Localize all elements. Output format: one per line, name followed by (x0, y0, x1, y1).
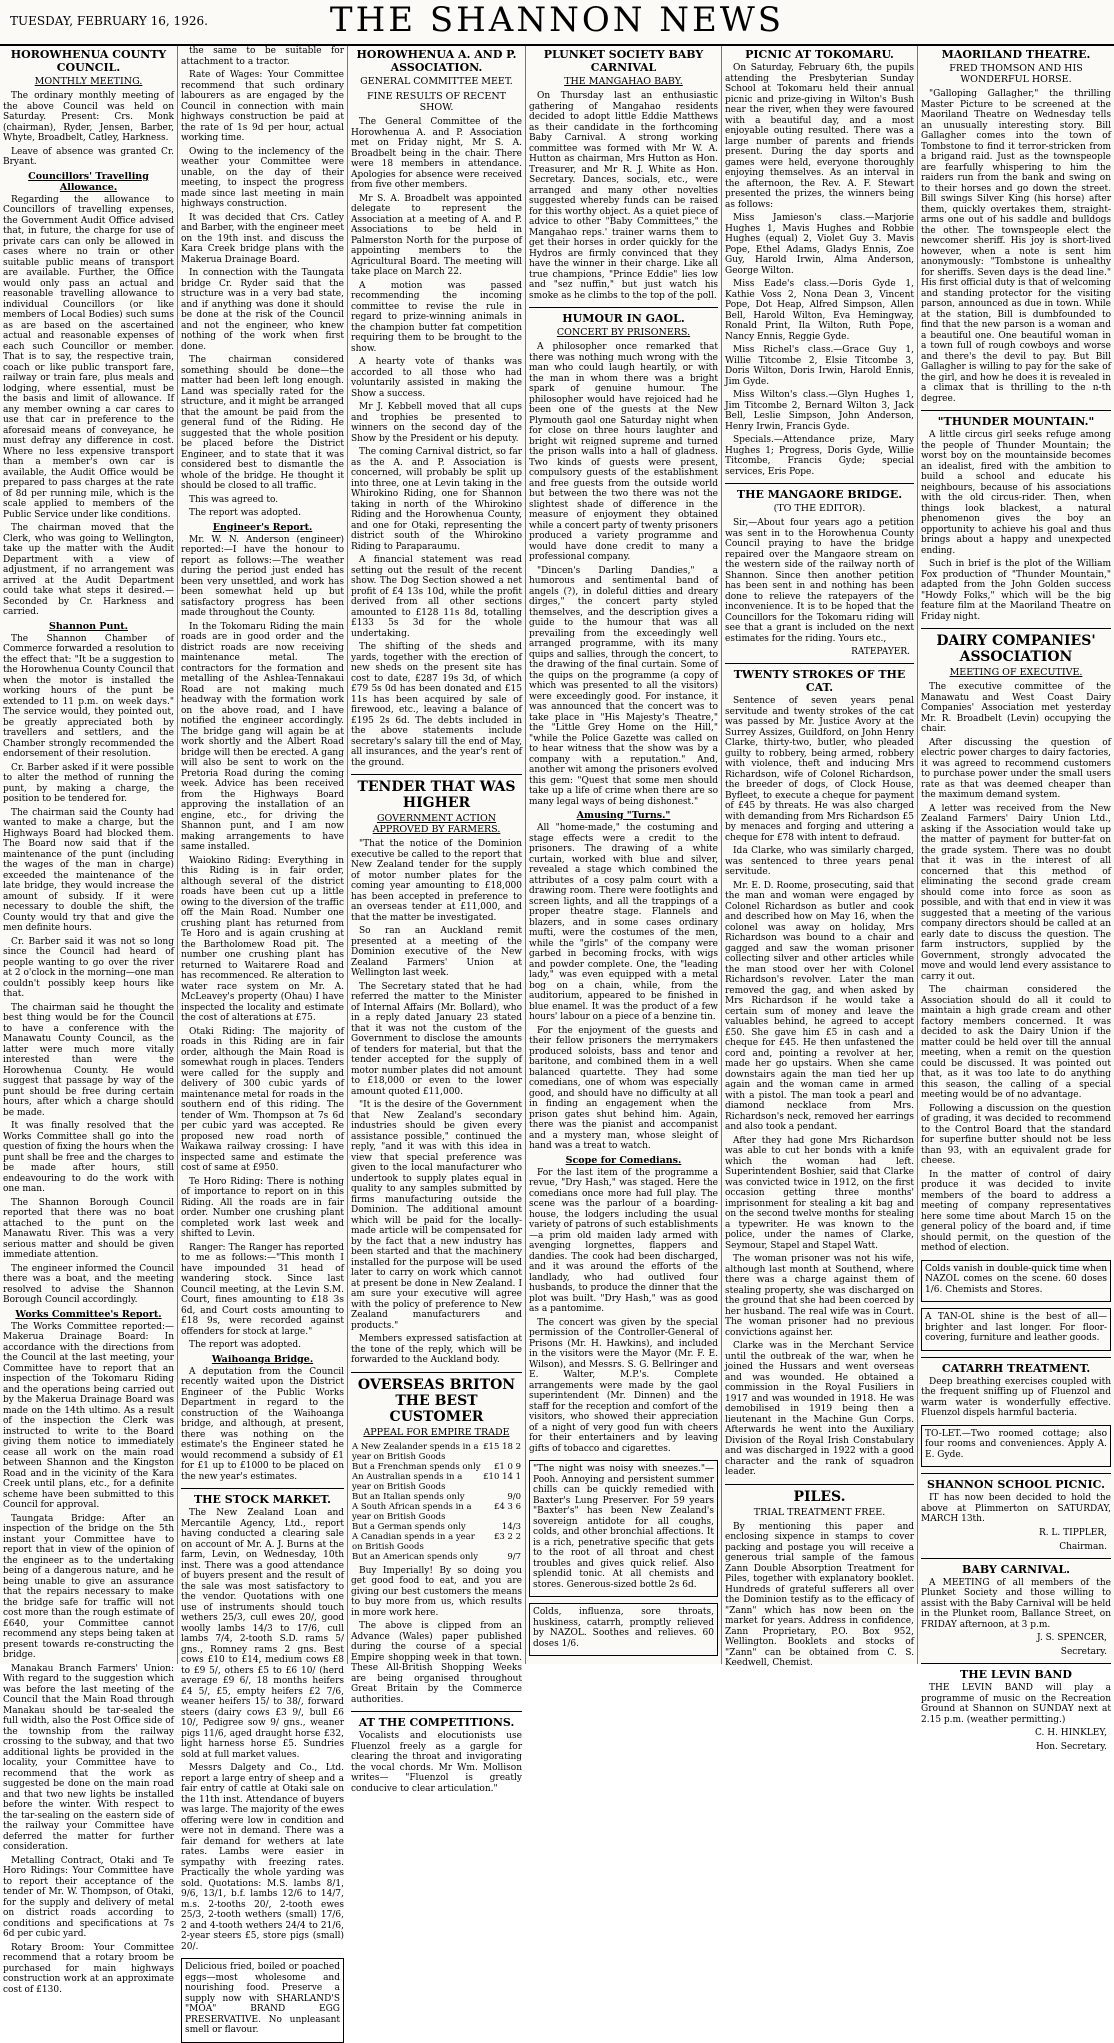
section-heading: Works Committee's Report. (15, 1308, 162, 1320)
paragraph: A letter was received from the New Zealand Farmers' Dairy Union Ltd., asking if the Association would take up the matter of payment for butter-fat on the grade system. There was no doubt that it was in the interest of all concerned that this method of eliminating the second grade cream should come into force as soon as possible, and with that end in view it was suggested that a meeting of the various company directors should be called at an early date to discuss the question. The farm instructors, supplied by the Government, strongly advocated the move and would lend every assistance to carry it out. (921, 803, 1111, 982)
paragraph: Miss Wilton's class.—Glyn Hughes 1, Jim Titcombe 2, Bernard Wilton 3, Jack Bell, Leslie Simpson, John Anderson, Henry Irwin, Francis Gyde. (725, 390, 914, 432)
article-body (181, 1508, 344, 1952)
paragraph: This was agreed to. (189, 494, 279, 505)
spend-label: A South African spends in a year on British Goods (352, 1501, 472, 1522)
spend-label: But a German spends only (352, 1521, 466, 1532)
spend-label: An Australian spends in a year on British Goods (352, 1471, 463, 1492)
article-heading: TENDER THAT WAS HIGHER (351, 774, 522, 811)
paragraph: Cr. Barber asked if it were possible to alter the method of running the punt, by making a charge, the position to be tendered for. (3, 762, 174, 804)
article-body (181, 46, 344, 519)
paragraph: After they had gone Mrs Richardson was able to cut her bonds with a knife which the woman had left. Superintendent Boshier, said that Clarke was convicted twice in 1912, on the first occasion getting three months' imprisonment for stealing a kit bag and on the second twelve months for stealing a typewriter. He was known to the police, under the names of Clarke, Seymour, Stapel and Stapel Watt. (725, 1135, 914, 1251)
article-heading: HUMOUR IN GAOL. (529, 307, 718, 325)
signature-name: J. S. SPENCER, (1037, 1633, 1107, 1643)
paragraph: The shifting of the sheds and yards, together with the erection of new sheds on the present site has cost to date, £287 19s 3d, of which £79 5s 0d has been donated and £15 11s has been acquired by sale of firewood, etc., leaving a balance of £195 2s 6d. The debts included in the above statements include secretary's salary till the end of May, all insurances, and the year's rent of the ground. (351, 642, 522, 768)
paragraph: "Galloping Gallagher," the thrilling Master Picture to be screened at the Maoriland Theatre on Wednesday tells an unusually interesting story. Bill Gallagher comes into the town of Tombstone to find it terror-stricken from a brigand raid. Just as the townspeople are fearfully whispering to him the raiders run from the bank and swing on to their horses and go down the street. Bill swings Silver King (his horse) after them, quickly overtakes them, straight-arms one out of his saddle and bulldogs the other. The townspeople elect the newcomer sheriff. His joy is short-lived however, when a note is sent him anonymously: "Tombstone is unhealthy for sheriffs. Seven days is the dead line." His first official duty is that of welcoming and standing protector for the visiting parson, announced as due in town. While at the station, Bill is dumbfounded to find that the new parson is a woman and a beautiful one. One beautiful woman in a town full of rough cowboys and worse and there's the devil to pay. But Bill Gallagher is willing to pay for the sake of the girl, and how he does it is revealed in a climax that is thrilling to the n-th degree. (921, 89, 1111, 404)
column-5 (722, 46, 918, 1668)
paragraph: Deep breathing exercises coupled with the frequent sniffing up of Fluenzol and warm water is wonderfully effective. Fluenzol dispels harmful bacteria. (921, 1376, 1111, 1418)
article-body (529, 91, 718, 301)
section-heading: Engineer's Report. (212, 521, 313, 533)
signature-title: Secretary. (1060, 1647, 1107, 1657)
paragraph: THE LEVIN BAND will play a programme of music on the Recreation Ground at Shannon on SUNDAY next at 2.15 p.m. (weather permitting.) (921, 1683, 1111, 1725)
article-heading: TWENTY STROKES OF THE CAT. (725, 663, 914, 694)
paragraph: Owing to the inclemency of the weather your Committee were unable, on the day of their meeting, to inspect the progress made since last meeting in main highways construction. (181, 146, 344, 209)
table-row (351, 1472, 522, 1492)
paragraph: The coming Carnival district, so far as the A. and P. Association is concerned, will probably be split up into three, one at Levin taking in the Whirokino Riding, one for Shannon taking in north of the Whirokino Riding and the Horowhenua County, and one for Otaki, representing the district south of the Whirokino Riding to Paraparaumu. (351, 447, 522, 552)
paragraph: The executive committee of the Manawatu and West Coast Dairy Companies' Association met yesterday Mr. R. Broadbelt (Levin) occupying the chair. (921, 682, 1111, 734)
article-body (725, 518, 914, 644)
spend-amount: £15 18 2 (483, 1441, 521, 1452)
paragraph: Cr. Barber said it was not so long since the Council had heard of people wanting to go over the river at 2 o'clock in the morning—one man couldn't possibly keep hours like that. (3, 936, 174, 999)
paragraph: The concert was given by the special permission of the Controller-General of Prisons (Mr. H. Hawkins), and included in the visitors were the Mayor (Mr. F. E. Wilson), and Messrs. S. G. Bellringer and E. Walter, M.P.'s. Complete arrangements were made by the gaol superintendent (Mr. Dinnen) and the staff for the reception and comfort of the visitors, who showed their appreciation of a night of very good fun with cheers for their entertainers and by leaving gifts of tobacco and cigarettes. (529, 1317, 718, 1454)
signature-name: R. L. TIPPLER, (1038, 1527, 1107, 1538)
paragraph: For the last item of the programme a revue, "Dry Hash," was staged. Here the comedians once more had full play. The scene was the parlour of a boarding-house, the lodgers including the usual variety of patrons of such establishments—a prim old maiden lady armed with avenging lorgnettes, flappers and dandies. The cook had been discharged, and it was around the efforts of the landlady, who had outlived four husbands, to produce the dinner that the plot was built. "Dry Hash," was as good as a pantomime. (529, 1167, 718, 1314)
article-subheading: FRED THOMSON AND HIS WONDERFUL HORSE. (949, 63, 1083, 85)
signature-name: C. H. HINKLEY, (1034, 1728, 1107, 1738)
table-row (351, 1532, 522, 1552)
paragraph: On Thursday last an enthusiastic gathering of Mangahao residents decided to adopt little Eddie Matthews as their candidate in the forthcoming Baby Carnival. A strong working committee was formed with Mr W. A. Hutton as chairman, Mrs Hutton as Hon. Treasurer, and Mr R. J. White as Hon. Secretary. Dances, socials, etc., were arranged and many other novelties suggested whereby funds can be raised for this worthy object. As a quiet piece of advice to other "Baby Committees," the Mangahao reps.' trainer warns them to get their horses in order quickly for the Hydros are firmly convinced that they have the winner in their charge. Like all true champions, "Prince Eddie" lies low and "sez nuffin," but just watch his smoke as he climbs to the top of the poll. (529, 91, 718, 301)
paragraph: Mr S. A. Broadbelt was appointed delegate to represent the Association at a meeting of A. and P. Associations to be held in Palmerston North for the purpose of appointing members to the Agricultural Board. The meeting will take place on March 22. (351, 193, 522, 277)
article-body (3, 91, 174, 168)
article-subheading: GENERAL COMMITTEE MEET. (360, 76, 513, 87)
signature-title: Chairman. (1059, 1541, 1107, 1552)
paragraph: Messrs Dalgety and Co., Ltd. report a large entry of sheep and a fair entry of cattle at Otaki sale on the 11th inst. Attendance of buyers was large. The majority of the ewes offering were low in condition and were not in demand. There was a fair demand for wethers at late rates. Lambs were easier in sympathy with freezing rates. Practically the whole yarding was sold. Quotations: M.S. lambs 8/1, 9/6, 13/1, b.f. lambs 12/6 to 14/7, m.s. 2-tooths 20/, 2-tooth ewes 25/3, 2-tooth wethers (small) 17/6, 2 and 4-tooth wethers 24/4 to 21/6, 2-year steers £5, store pigs (small) 20/. (181, 1763, 344, 1952)
paragraph: Specials.—Attendance prize, Mary Hughes 1; Progress, Doris Gyde, Willie Titcombe, Francis Gyde; special services, Eris Pope. (725, 435, 914, 477)
advertisement (921, 1260, 1111, 1303)
paragraph: Rate of Wages: Your Committee recommend that such ordinary labourers as are engaged by the Council in connection with main highways construction be paid at the rate of 1s 9d per hour, actual working time. (181, 70, 344, 143)
notice-heading: SHANNON SCHOOL PICNIC. (921, 1473, 1111, 1491)
paragraph: It was decided that Crs. Catley and Barber, with the engineer meet on the 19th inst. and discuss the Kara Creek bridge plans with the Makerua Drainage Board. (181, 212, 344, 265)
article-subheading: FINE RESULTS OF RECENT SHOW. (367, 91, 506, 113)
spend-amount: 9/7 (507, 1551, 521, 1562)
paragraph: The ordinary monthly meeting of the above Council was held on Saturday. Present: Crs. Monk (chairman), Ryder, Jensen, Barber, Whyte, Broadbelt, Catley, Harkness. (3, 91, 174, 143)
ad-text: "The night was noisy with sneezes."—Pooh. Annoying and persistent summer chills can be quickly remedied with Baxter's Lung Preserver. For 59 years "Baxter's" has been New Zealand's sovereign antidote for all coughs, colds, and other bronchial affections. It is a rich, penetrative specific that gets to the root of all throat and chest troubles and gives quick relief. Also splendid tonic. At all chemists and stores. Generous-sized bottle 2s 6d. (533, 1464, 714, 1590)
paragraph: Miss Richel's class.—Grace Guy 1, Willie Titcombe 2, Elsie Titcombe 3, Doris Wilton, Doris Irwin, Harold Ennis, Jim Gyde. (725, 345, 914, 387)
paragraph: Sir,—About four years ago a petition was sent in to the Horowhenua County Council praying to have the bridge repaired over the Mangaore stream on the western side of the railway north of Shannon. Since then another petition has been sent in and nothing has been done to relieve the ratepayers of the inconvenience. It is to be hoped that the Councillors for the Tokomaru riding will see that a grant is included on the next estimates for the riding. Yours etc., (725, 518, 914, 644)
paragraph: Following a discussion on the question of grading, it was decided to recommend to the Control Board that the standard for superfine butter should not be less than 93, with an equivalent grade for cheese. (921, 1103, 1111, 1166)
article-subheading: THE MANGAHAO BABY. (564, 76, 683, 87)
advertisement (529, 1603, 718, 1656)
article-heading: "THUNDER MOUNTAIN." (921, 410, 1111, 428)
article-heading: HOROWHENUA A. AND P. ASSOCIATION. (356, 48, 517, 74)
spending-table (351, 1442, 522, 1562)
paragraph: For the enjoyment of the guests and their fellow prisoners the merrymakers produced soloists, bass and tenor and baritone, and combined them in a well balanced quartette. They had some comedians, one of whom was especially good, and should have no difficulty at all in finding an engagement when the prison gates shut behind him. Again, there was the pianist and accompanist and a mystery man, whose sleight of hand was a treat to watch. (529, 1025, 718, 1151)
paragraph: Manakau Branch Farmers' Union: With regard to the suggestion which was before the last meeting of the Council that the Main Road through Manakau should be tar-sealed the full width, also the Post Office side of the township from the railway crossing to the subway, and that two additional lights be provided in the locality, your Committee have to recommend that the work as suggested be done on the main road and that two new lights be installed before the winter. With respect to the tar-sealing on the eastern side of the railway your Committee have deferred the matter for further consideration. (3, 1663, 174, 1852)
table-row (351, 1552, 522, 1562)
advertisement (529, 1460, 718, 1597)
paragraph: The report was adopted. (189, 508, 301, 518)
notice-body (921, 1578, 1111, 1631)
article-heading: MAORILAND THEATRE. (941, 48, 1091, 61)
article-heading: THE STOCK MARKET. (181, 1488, 344, 1506)
spend-label: But a Frenchman spends only (352, 1461, 481, 1472)
section-heading: Councillors' Travelling Allowance. (28, 170, 149, 193)
paragraph: The Shannon Chamber of Commerce forwarded a resolution to the effect that: "It be a suggestion to the Horowhenua County Council that when the motor is installed the working hours of the punt be extended to 11 p.m. on week days." The service would, they pointed out, be greatly appreciated both by travellers and settlers, and the Chamber strongly recommended the endorsement of their resolution. (3, 633, 174, 759)
article-body (529, 1168, 718, 1455)
paragraph: Ida Clarke, who was similarly charged, was sentenced to three years penal servitude. (725, 846, 914, 877)
paragraph: The General Committee of the Horowhenua A. and P. Association met on Friday night, Mr S. A. Broadbelt being in the chair. There were 18 members in attendance. Apologies for absence were received from five other members. (351, 117, 522, 190)
article-body (351, 1731, 522, 1794)
article-subheading: (TO THE EDITOR). (773, 503, 866, 514)
article-heading: PLUNKET SOCIETY BABY CARNIVAL (543, 48, 704, 74)
table-row (351, 1462, 522, 1472)
paragraph: "That the notice of the Dominion executive be called to the report that New Zealand tender for the supply of motor number plates for the coming year amounting to £18,000 has been accepted in preference to an overseas tender at £11,000, and that the matter be investigated. (351, 839, 522, 923)
notice-heading: BABY CARNIVAL. (921, 1558, 1111, 1576)
section-heading: Shannon Punt. (49, 620, 128, 632)
article-heading: PILES. (725, 1484, 914, 1505)
paragraph: The New Zealand Loan and Mercantile Agency, Ltd., report having conducted a clearing sale on account of Mr. A. J. Burns at the farm, Levin, on Wednesday, 10th inst. There was a good attendance of buyers present and the result of the sale was most satisfactory to the vendor. Quotations with one use of instruments should touch wethers 25/3, cull ewes 20/, good woolly lambs 14/3 to 17/6, cull lambs 7/4, 2-tooth S.D. rams 5/ gns., Romney rams 2 gns. Best cows £10 to £14, medium cows £8 to £9 5/, others £5 to £6 10/ (herd average £9 6/, 18 months heifers £4 5/, £5, empty heifers £2 7/6, weaner heifers 15/ to 38/, forward steers (dairy cows £3 9/, bull £6 10/, Pedigree sow 9/ gns., weaner pigs 11/6, aged draught horse £32, light harness horse £5. Sundries sold at full market values. (181, 1508, 344, 1760)
paragraph: "It is the desire of the Government that New Zealand's secondary industries should be given every assistance possible," continued the reply, "and it was with this idea in view that special preference was given to the local manufacturer who undertook to supply plates equal in quality to any samples submitted by firms manufacturing outside the Dominion. The additional amount which will be paid for the locally-made article will be compensated for by the fact that a new industry has been started and that the machinery installed for the purpose will be used later to carry on work which cannot at present be done in New Zealand. I am sure your executive will agree with the policy of preference to New Zealand manufacturers and products." (351, 1100, 522, 1331)
article-heading: AT THE COMPETITIONS. (351, 1711, 522, 1729)
paragraph: A motion was passed recommending the incoming committee to revise the rule in regard to prize-winning animals in the champion butter fat competition requiring them to be brought to the show. (351, 280, 522, 354)
table-row (351, 1442, 522, 1462)
paragraph: The woman prisoner was not his wife, although last month at Southend, where there was a charge against them of stealing property, she was discharged on the ground that she had been coerced by her husband. The real wife was in Court. The woman prisoner had no previous convictions against her. (725, 1254, 914, 1338)
paragraph: Mr J. Kebbell moved that all cups and trophies be presented to winners on the second day of the Show by the President or his deputy. (351, 402, 522, 444)
paragraph: A deputation from the Council recently waited upon the District Engineer of the Public Works Department in regard to the construction of the Waihoanga bridge, and although, at present, there was nothing on the estimate's the Engineer stated he would recommend a subsidy of £1 for £1 up to £1000 to be placed on the new year's estimates. (181, 1366, 344, 1482)
article-body (921, 682, 1111, 1254)
article-body (3, 1322, 174, 1996)
section-heading: Waihoanga Bridge. (211, 1353, 314, 1365)
ad-text: Colds vanish in double-quick time when NAZOL comes on the scene. 60 doses 1/6. Chemists and Stores. (925, 1263, 1107, 1295)
article-subheading: MEETING OF EXECUTIVE. (949, 667, 1083, 678)
paragraph: Mr. E. D. Roome, prosecuting, said that the man and woman were engaged by Colonel Richardson as butler and cook and described how on May 16, when the colonel was away on holiday, Mrs Richardson was bound to a chair and gagged and saw the woman prisoner collecting silver and other articles while the man stood over her with Colonel Richardson's revolver. Later the man removed the gag, and when asked by Mrs Richardson if he would take a certain sum of money and leave the valuables behind, he agreed to accept £50. She gave him £5 in cash and a cheque for £45. He then unfastened the cord and, pointing a revolver at her, made her go upstairs. When she came downstairs again the man tied her up again and the woman came in armed with a pistol. The man took a pearl and diamond necklace from Mrs. Richardson's neck, removed her earrings and also took a pendant. (725, 880, 914, 1132)
spend-amount: £1 0 9 (493, 1461, 521, 1472)
article-body (921, 89, 1111, 404)
article-heading: THE MANGAORE BRIDGE. (725, 483, 914, 501)
ad-text: Colds, influenza, sore throats, huskiness, catarrh, promptly relieved by NAZOL. Soothes and relieves. 60 doses 1/6. (533, 1607, 714, 1649)
paragraph: The chairman said he thought the best thing would be for the Council to have a conference with the Manawatu County Council, as the latter were much more vitally interested than were the Horowhenua County. He would suggest that passage by way of the punt should be free during certain hours, after which a charge should be made. (3, 1002, 174, 1118)
paper-title: THE SHANNON NEWS (329, 0, 785, 40)
paragraph: Taungata Bridge: After an inspection of the bridge on the 5th instant your Committee have to report that in view of the opinion of the engineer as to the undertaking being of a dangerous nature, and he being unable to give an assurance that the repairs necessary to make the bridge safe for traffic will not cost more than the rough estimate of £640, your Committee cannot recommend any steps being taken at present towards re-constructing the bridge. (3, 1513, 174, 1660)
paragraph: Te Horo Riding: There is nothing of importance to report on in this Riding. All the roads are in fair order. Number one crushing plant completed work last week and shifted to Levin. (181, 1176, 344, 1239)
paragraph: Waiokino Riding: Everything in this Riding is in fair order, although several of the district roads have been cut up a little owing to the diversion of the traffic off the Main Road. Number one crushing plant has returned from Te Horo and is again crushing at the Bartholomew Road pit. The number one crushing plant has returned to Waitarere Road and has recommenced. Re alteration to water race system on Mr. A. McLeavey's property (Ohau) I have inspected the locality and estimate the cost of alterations at £75. (181, 855, 344, 1023)
paragraph: The Shannon Borough Council reported that there was no boat attached to the punt on the Manawatu River. This was a very serious matter and should be given immediate attention. (3, 1197, 174, 1260)
paragraph: Members expressed satisfaction at the tone of the reply, which will be forwarded to the Auckland body. (351, 1334, 522, 1365)
paragraph: Mr. W. N. Anderson (engineer) reported:—I have the honour to report as follows:—The weather during the period just ended has been very unsettled, and work has been somewhat held up but satisfactory progress has been made throughout the County. (181, 534, 344, 618)
article-heading: OVERSEAS BRITON THE BEST CUSTOMER (351, 1372, 522, 1425)
article-heading: PICNIC AT TOKOMARU. (745, 48, 894, 61)
spend-label: But an American spends only (352, 1551, 479, 1562)
paragraph: Miss Eade's class.—Doris Gyde 1, Kathie Voss 2, Nona Dean 3, Vincent Pope, Dot Heap, Alfred Simpson, Allen Bell, Harold Wilton, Eva Hemingway, Ronald Print, Ila Wilton, Ruth Pope, Nancy Ennis, Reggie Gyde. (725, 279, 914, 342)
paragraph: A philosopher once remarked that there was nothing much wrong with the man who could laugh heartily, or with the man in whom there was a bright spark of genuine humour. The philosopher would have rejoiced had he been one of the guests at the New Plymouth gaol one Saturday night when for close on three hours laughter and bright wit reigned supreme and turned the prison walls into a hall of gladness. Two kinds of guests were present, compulsory guests of the establishment and free guests from the outside world but between the two there was not the slightest shade of difference in the measure of enjoyment they obtained while a concert party of twenty prisoners produced a variety programme and would have done credit to many a professional company. (529, 342, 718, 562)
dateline: TUESDAY, FEBRUARY 16, 1926. (10, 14, 208, 28)
column-6 (918, 46, 1114, 1752)
paragraph: Clarke was in the Merchant Service until the outbreak of the war, when he joined the Hussars and went overseas and was wounded. He obtained a commission in the Royal Fusiliers in 1917 and was wounded in 1918. He was demobilised in 1919 being then a lieutenant in the Machine Gun Corps. Afterwards he went into the Auxiliary Division of the Royal Irish Constabulary and was discharged in 1922 with a good character and the rank of squadron leader. (725, 1341, 914, 1477)
spend-amount: 9/0 (507, 1491, 521, 1502)
paragraph: Metalling Contract, Otaki and Te Horo Ridings: Your Committee have to report their acceptance of the tender of Mr. W. Thompson, of Otaki, for the supply and delivery of metal on district roads according to conditions and specifications at 7s 6d per cubic yard. (3, 1855, 174, 1939)
paragraph: After discussing the question of electric power charges to dairy factories, it was agreed to recommend customers to purchase power under the small users rate as that was deemed cheaper than the maximum demand system. (921, 737, 1111, 800)
paragraph: All "home-made," the costuming and stage effects were a credit to the prisoners. The drawing of a white curtain, worked with blue and silver, revealed a stage which combined the attributes of a cosy palm court with a drawing room. There were footlights and screen lights, and all the trappings of a proper theatre stage. Flannels and blazers, and in some cases ordinary mufti, were the costumes of the men, while the "girls" of the company were garbed in becoming frocks, with wigs and powder complete. One, the "leading lady," was even equipped with a metal bog on a chain, while, from the auditorium, appeared to be finished in blue enamel. It was the product of a few hours' labour on a piece of a benzine tin. (529, 823, 718, 1022)
paragraph: Rotary Broom: Your Committee recommend that a rotary broom be purchased for main highways construction work at an approximate cost of £130. (3, 1942, 174, 1995)
paragraph: Miss Jamieson's class.—Marjorie Hughes 1, Mavis Hughes and Robbie Hughes (equal) 2, Violet Guy 3. Mavis Pope, Ethel Adams, Gladys Ennis, Zoe Guy, Harold Irwin, Alma Anderson, George Wilton. (725, 213, 914, 276)
column-1 (0, 46, 178, 1995)
paragraph: A MEETING of all members of the Plunket Society and those willing to assist with the Baby Carnival will be held in the Plunket room, Ballance Street, on FRIDAY afternoon, at 3 p.m. (921, 1577, 1111, 1630)
article-body (351, 839, 522, 1366)
paragraph: The chairman considered the Association should do all it could to maintain a high grade cream and other factory members concerned. It was decided to ask the Dairy Union if the matter could be held over till the annual meeting, when a remit on the question could be discussed. It was pointed out that, as it was too late to do anything this season, the calling of a special meeting would be of no advantage. (921, 985, 1111, 1100)
paragraph: So ran an Auckland remit presented at a meeting of the Dominion executive of the New Zealand Farmers' Union at Wellington last week. (351, 926, 522, 978)
paragraph: Otaki Riding: The majority of roads in this Riding are in fair order, although the Main Road is somewhat rough in places. Tenders were called for the supply and delivery of 300 cubic yards of maintenance metal for roads in the southern end of this riding. The tender of Wm. Thompson at 7s 6d per cubic yard was accepted. Re proposed new road north of Waikawa railway crossing: I have inspected same and estimate the cost of same at £950. (181, 1026, 344, 1173)
column-3 (348, 46, 526, 1794)
spend-amount: £4 3 6 (493, 1501, 521, 1512)
table-row (351, 1502, 522, 1522)
article-body (3, 634, 174, 1306)
spend-label: But an Italian spends only (352, 1491, 465, 1502)
article-body (181, 1367, 344, 1483)
ad-text: TO-LET.—Two roomed cottage; also four rooms and conveniences. Apply A. E. Gyde. (925, 1428, 1107, 1460)
spend-amount: £10 14 1 (483, 1471, 521, 1482)
article-body (921, 430, 1111, 622)
column-2 (178, 46, 348, 2035)
article-body (725, 63, 914, 477)
paragraph: A financial statement was read setting out the result of the recent show. The Dog Section showed a net profit of £4 13s 10d, while the profit derived from all other sections amounted to £128 11s 8d, totalling £133 5s 3d for the whole undertaking. (351, 555, 522, 639)
advertisement (181, 1958, 344, 2043)
article-subheading: GOVERNMENT ACTION APPROVED BY FARMERS. (372, 813, 501, 835)
paragraph: The above is clipped from an Advance (Wales) paper published during the course of a special Empire shopping week in that town. These All-British Shopping Weeks are being organised throughout Great Britain by the Commerce authorities. (351, 1621, 522, 1705)
paragraph: The chairman considered something should be done—the matter had been left long enough. Land was specially rated for the structure, and it might be arranged that the amount be paid from the general fund of the Riding. He suggested that the whole position be placed before the District Engineer, and to state that it was considered best to dismantle the whole of the bridge. He thought it should be closed to all traffic. (181, 355, 344, 491)
article-body (921, 1377, 1111, 1419)
table-row (351, 1492, 522, 1502)
article-body (351, 1566, 522, 1706)
columns (0, 46, 1114, 2035)
paragraph: Such in brief is the plot of the William Fox production of "Thunder Mountain," adapted from the John Golden success "Howdy Folks," which will be the big feature film at the Maoriland Theatre on Friday night. (921, 559, 1111, 622)
spend-label: A New Zealander spends in a year on British Goods (352, 1441, 479, 1462)
advertisement (921, 1425, 1111, 1468)
paragraph: The chairman said the County had wanted to make a charge, but the Highways Board had blocked them. The Board now said that if the maintenance of the punt (including the wages of the man in charge) exceeded the maintenance of the late bridge, they would increase the amount of subsidy. If it were necessary to double the shift, the County would try that and give the men definite hours. (3, 807, 174, 933)
paragraph: The engineer informed the Council there was a boat, and the meeting resolved to advise the Shannon Borough Council accordingly. (3, 1263, 174, 1305)
article-body (3, 195, 174, 618)
article-heading: HOROWHENUA COUNTY COUNCIL. (10, 48, 167, 74)
article-body (725, 1522, 914, 1669)
article-subheading: CONCERT BY PRISONERS. (556, 327, 691, 338)
section-heading: Amusing "Turns." (576, 810, 671, 821)
spend-amount: 14/3 (501, 1521, 521, 1532)
paragraph: Vocalists and elocutionists use Fluenzol freely as a gargle for clearing the throat and invigorating the vocal chords. Mr Wm. Mollison writes— "Fluenzol is greatly conducive to clear articulation." (351, 1731, 522, 1794)
article-subheading: TRIAL TREATMENT FREE. (753, 1506, 886, 1518)
paragraph: The Works Committee reported:— Makerua Drainage Board: In accordance with the directions from the Council at the last meeting, your Committee have to report that an inspection of the Tokomaru Riding and the operations being carried out by the Makerua Drainage Board was made on the 14th ultimo. As a result of the inspection the Clerk was instructed to write to the Board giving them notice to immediately cease all work on the main road between Shannon and the Kingston Road and in the vicinity of the Kara Creek until plans, etc., for a definite scheme have been submitted to this Council for approval. (3, 1321, 174, 1510)
paragraph: A hearty vote of thanks was accorded to all those who had voluntarily assisted in making the Show a success. (351, 357, 522, 399)
signature-title: Hon. Secretary. (1036, 1742, 1107, 1752)
notice-body (921, 1683, 1111, 1725)
paragraph: By mentioning this paper and enclosing sixpence in stamps to cover packing and postage you will receive a generous trial sample of the famous Zann Double Absorption Treatment for Piles, together with explanatory booklet. Hundreds of grateful sufferers all over the Dominion testify as to the efficacy of "Zann" which has now been on the market for years. Address in confidence, Zann Proprietary, P.O. Box 952, Wellington. Booklets and stocks of "Zann" can be obtained from C. S. Keedwell, Chemist. (725, 1521, 914, 1668)
paragraph: Sentence of seven years penal servitude and twenty strokes of the cat was passed by Mr. Justice Avory at the Surrey Assizes, Guildford, on John Henry Clarke, thirty-two, butler, who pleaded guilty to robbery, being armed, robbery with violence, theft and inducing Mrs Richardson, wife of Colonel Richardson, the breeder of dogs, of Clock House, Byfleet, to execute a cheque for payment of £45 by threats. He was also charged with demanding from Mrs Richardson £5 by menaces and forging and uttering a cheque for £78 with intent to defraud. (725, 696, 914, 843)
paragraph: In the matter of control of dairy produce it was decided to invite members of the board to address a meeting of company representatives here some time about March 15 on the general policy of the board and, if time should permit, on the question of the method of election. (921, 1169, 1111, 1253)
paragraph: "Dincen's Darling Dandies," a humorous and sentimental band of angels (?), in doleful ditties and dreary dirges," the concert party styled themselves, and the description gives a guide to the humour that was all prevailing from the exceedingly well arranged programme, with its many quips and sallies, through the concert, to the drawing of the final curtain. Some of the quips on the programme (a copy of which was presented to all the visitors) were exceedingly good. For instance, it was announced that the concert was to take place in "His Majesty's Theatre," the "Little Grey Home on the Hill," "while the Police Gazette was called on to hear witness that the show was by a company with a reputation." And, another wit among the prisoners evolved this gem: "Quest that some men should take up a life of crime when there are so many legal ways of being dishonest." (529, 565, 718, 807)
masthead (0, 0, 1114, 46)
article-subheading: MONTHLY MEETING. (34, 76, 143, 87)
article-body (529, 342, 718, 807)
signature: RATEPAYER. (851, 647, 910, 657)
article-body (181, 535, 344, 1351)
notice-heading: THE LEVIN BAND (921, 1663, 1111, 1681)
article-body (725, 696, 914, 1478)
paragraph: In the Tokomaru Riding the main roads are in good order and the district roads are now receiving maintenance metal. The contractors for the formation and metalling of the Ashlea-Tennakaui Road are not making much headway with the formation work on the above road, and I have notified the engineer accordingly. The bridge gang will again be at work shortly and the Albert Road bridge will then be erected. A gang will also be sent to work on the Pretoria Road during the coming week. Advice has been received from the Highways Board approving the installation of an engine, etc., for driving the Shannon punt, and I am now making arrangements to have same installed. (181, 621, 344, 852)
paragraph: A little circus girl seeks refuge among the people of Thunder Mountain; the worst boy on the mountainside becomes an idealist, fired with the ambition to build a school and educate his neighbours, because of his associations with the old circus-rider. Then, when things look blackest, a natural phenomenon gives the boy an opportunity to achieve his goal and thus brings about a happy and unexpected ending. (921, 430, 1111, 556)
column-4 (526, 46, 722, 1664)
advertisement (921, 1308, 1111, 1351)
article-heading: CATARRH TREATMENT. (921, 1357, 1111, 1375)
spend-amount: £3 2 2 (493, 1531, 521, 1542)
paragraph: Ranger: The Ranger has reported to me as follows:—"This month I have impounded 31 head of wandering stock. Since last Council meeting, at the Levin S.M. Court, fines amounting to £18 3s 6d, and Court costs amounting to £18 9s, were recorded against offenders for stock at large." (181, 1242, 344, 1337)
paragraph: The Secretary stated that he had referred the matter to the Minister of Internal Affairs (Mr. Bollard), who in a reply dated January 23 stated that it was not the custom of the Government to disclose the amounts of tenders for material, but that the tender accepted for the supply of motor number plates did not amount to £18,000 or even to the lower amount quoted £11,000. (351, 981, 522, 1097)
article-heading: DAIRY COMPANIES' ASSOCIATION (921, 628, 1111, 665)
paragraph: Buy Imperially! By so doing you get good food to eat, and you are giving our best customers the means to buy more from us, which results in more work here. (351, 1565, 522, 1618)
article-body (529, 823, 718, 1152)
paragraph: On Saturday, February 6th, the pupils attending the Presbyterian Sunday School at Tokomaru held their annual picnic and prize-giving in Wilton's Bush near the river, when they were favoured with a beautiful day, and a most enjoyable outing resulted. There was a large number of parents and friends present. During the day sports and games were held, everyone thoroughly enjoying themselves. As an interval in the afternoon, the Rev. A. F. Stewart presented the prizes, the winners being as follows: (725, 63, 914, 210)
paragraph: the same to be suitable for attachment to a tractor. (181, 46, 344, 67)
table-row (351, 1522, 522, 1532)
paragraph: Regarding the allowance to Councillors of travelling expenses, the Government Audit Office advised that, in future, the charge for use of private cars can only be allowed in cases where no train or other suitable public means of transport are available. Further, the Office would only pass an actual and reasonable travelling allowance to individual Councillors (or like members of Local Bodies) such sums as are based on the ascertained actual and reasonable expenses of each such Councillor or member. That is to say, the respective train, coach or like public transport fare, railway or train fare, plus meals and lodging, where essential, must be the basis and limit of allowance. If any member owning a car cares to use that car in preference to the aforesaid means of conveyance, he must defray any difference in cost. Where no less expensive transport than a member's own car is available, the Audit Office would be prepared to pass charges at the rate of 8d per running mile, which is the scale applied to members of the Public Service under like conditions. (3, 194, 174, 520)
paragraph: It was finally resolved that the Works Committee shall go into the question of fixing the hours when the punt shall be free and the charges to be made after hours, still endeavouring to do the work with one man. (3, 1121, 174, 1194)
ad-text: A TAN-OL shine is the best of all— brighter and last longer. For floor-covering, furniture and leather goods. (925, 1312, 1107, 1343)
paragraph: The report was adopted. (189, 1340, 301, 1350)
article-body (351, 117, 522, 768)
spend-label: A Canadian spends in a year on British Goods (352, 1531, 475, 1552)
notice-body (921, 1493, 1111, 1525)
section-heading: Scope for Comedians. (565, 1154, 682, 1166)
paragraph: IT has now been decided to hold the above at Plimmerton on SATURDAY, MARCH 13th. (921, 1493, 1111, 1524)
paragraph: Leave of absence was granted Cr. Bryant. (3, 146, 174, 167)
article-subheading: APPEAL FOR EMPIRE TRADE (363, 1426, 510, 1438)
paragraph: In connection with the Taungata bridge Cr. Ryder said that the structure was in a very bad state, and if anything was done it should be done at the risk of the Council and not the engineer, who knew nothing of the work when first done. (181, 268, 344, 352)
paragraph: The chairman moved that the Clerk, who was going to Wellington, take up the matter with the Audit Department with a view of adjustment, if no arrangement was arrived at the Audit Department could take what steps it desired.—Seconded by Cr. Harkness and carried. (3, 523, 174, 617)
ad-text: Delicious fried, boiled or poached eggs—most wholesome and nourishing food. Preserve a supply now with SHARLAND'S "MOA" BRAND EGG PRESERVATIVE. No unpleasant smell or flavour. (185, 1962, 340, 2035)
